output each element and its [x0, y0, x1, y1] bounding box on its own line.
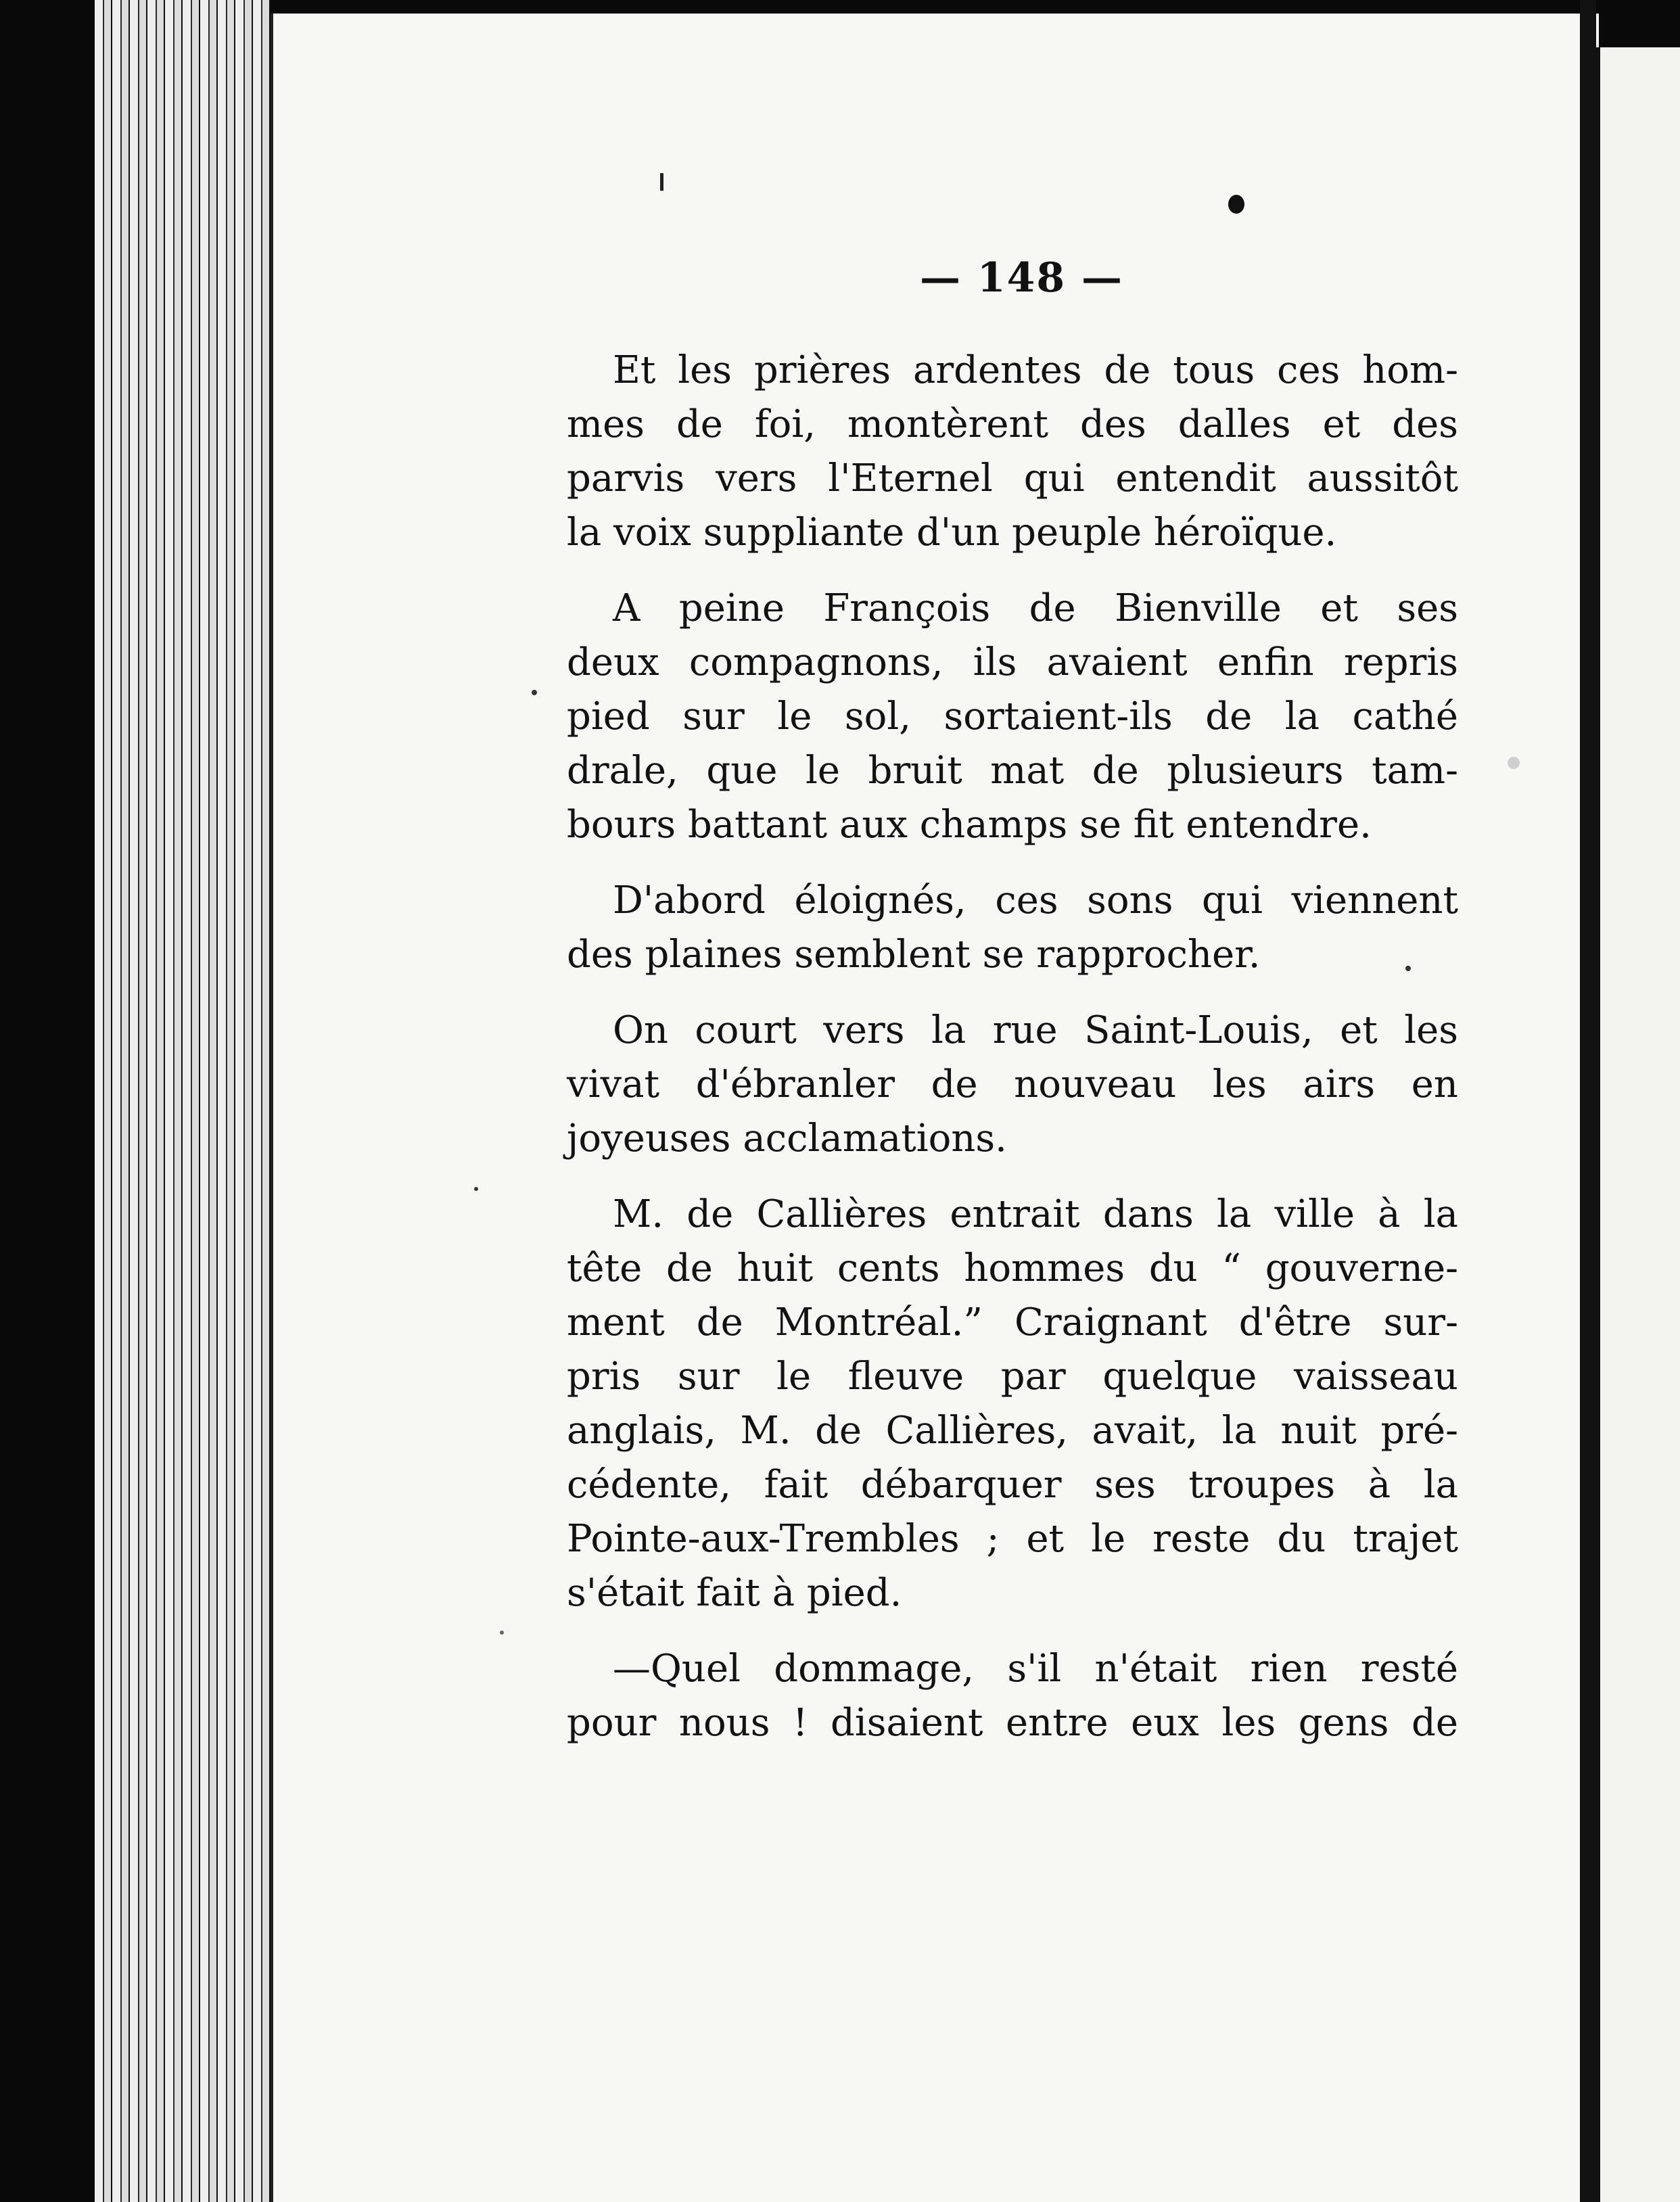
text-line: drale, que le bruit mat de plusieurs tam- [567, 749, 1458, 793]
text-line: vivat d'ébranler de nouveau les airs en [567, 1062, 1458, 1106]
text-line: M. de Callières entrait dans la ville à la [613, 1192, 1458, 1236]
text-line: A peine François de Bienville et ses [613, 586, 1458, 630]
page-number: — 148 — [920, 254, 1124, 302]
paragraph [567, 344, 1458, 560]
text-line: la voix suppliante d'un peuple héroïque. [567, 511, 1337, 555]
text-line: pied sur le sol, sortaient-ils de la cathé [567, 695, 1458, 739]
text-line: joyeuses acclamations. [567, 1117, 1007, 1161]
text-line: mes de foi, montèrent des dalles et des [567, 402, 1458, 446]
paragraph [567, 582, 1458, 852]
paragraph [567, 1642, 1458, 1750]
text-line: pris sur le fleuve par quelque vaisseau [567, 1355, 1458, 1399]
text-line: Et les prières ardentes de tous ces hom- [613, 348, 1458, 392]
text-line: deux compagnons, ils avaient enfin repris [567, 640, 1458, 684]
paragraph [567, 1004, 1458, 1166]
text-line: anglais, M. de Callières, avait, la nuit pré- [567, 1409, 1458, 1453]
adjacent-page-edge [1596, 47, 1680, 2202]
text-line: Pointe-aux-Trembles ; et le reste du trajet [567, 1517, 1458, 1561]
book-page-edges [95, 0, 271, 2202]
page-gutter [1580, 0, 1596, 2202]
paragraph [567, 1188, 1458, 1620]
text-line: On court vers la rue Saint-Louis, et les [613, 1008, 1458, 1052]
paragraph [567, 874, 1458, 982]
text-line: ment de Montréal.” Craignant d'être sur- [567, 1301, 1458, 1344]
text-line: des plaines semblent se rapprocher. [567, 933, 1261, 977]
text-line: —Quel dommage, s'il n'était rien resté [613, 1647, 1458, 1691]
text-line: s'était fait à pied. [567, 1571, 902, 1615]
text-line: parvis vers l'Eternel qui entendit aussitôt [567, 456, 1458, 500]
text-line: bours battant aux champs se fit entendre. [567, 803, 1372, 847]
text-line: D'abord éloignés, ces sons qui viennent [613, 879, 1458, 922]
body-text [567, 344, 1458, 1772]
text-line: pour nous ! disaient entre eux les gens de [567, 1701, 1458, 1745]
text-line: tête de huit cents hommes du “ gouverne- [567, 1246, 1458, 1290]
text-line: cédente, fait débarquer ses troupes à la [567, 1463, 1458, 1507]
